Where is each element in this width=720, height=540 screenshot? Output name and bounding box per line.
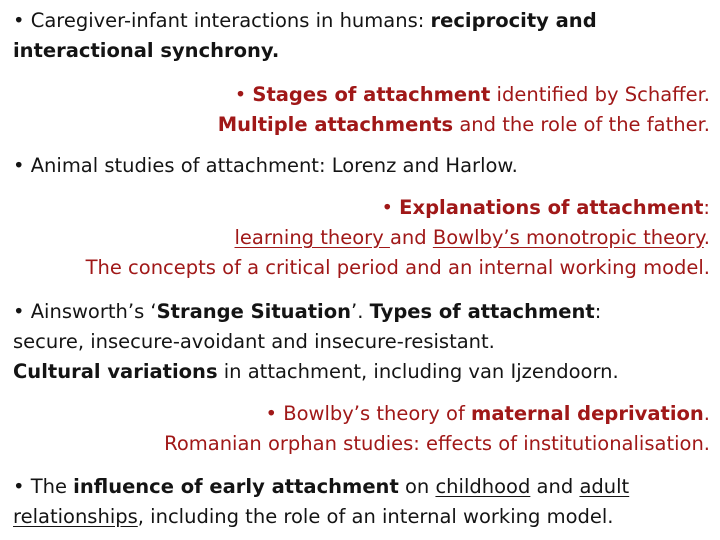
underlined-text: childhood bbox=[435, 475, 531, 498]
text-line bbox=[13, 151, 518, 181]
text-run: identified by Schaffer. bbox=[490, 83, 710, 106]
text-run: Romanian orphan studies: effects of institutionalisation. bbox=[164, 432, 710, 455]
bold-text: maternal deprivation bbox=[471, 402, 704, 425]
text-run: . bbox=[703, 226, 710, 249]
text-line bbox=[164, 429, 710, 459]
underlined-text: adult bbox=[579, 475, 630, 498]
bold-text: Types of attachment bbox=[369, 300, 595, 323]
text-run: , including the role of an internal working model. bbox=[137, 505, 614, 528]
bold-text: Multiple attachments bbox=[217, 113, 454, 136]
text-run: . bbox=[703, 402, 710, 425]
underlined-text: Bowlby’s monotropic theory bbox=[432, 226, 704, 249]
bold-text: Stages of attachment bbox=[252, 83, 491, 106]
topic-maternal-deprivation bbox=[164, 399, 710, 459]
text-run: The concepts of a critical period and an internal working model. bbox=[85, 256, 710, 279]
text-run: • Caregiver-infant interactions in humans: bbox=[13, 9, 431, 32]
text-run: • Animal studies of attachment: Lorenz and Harlow. bbox=[13, 154, 518, 177]
text-line bbox=[13, 297, 619, 327]
topic-stages-of-attachment bbox=[218, 80, 710, 140]
bold-text: influence of early attachment bbox=[73, 475, 399, 498]
topic-strange-situation bbox=[13, 297, 619, 387]
text-line bbox=[13, 472, 629, 502]
text-line bbox=[218, 80, 710, 110]
text-line bbox=[13, 327, 619, 357]
text-run: ’. bbox=[351, 300, 370, 323]
text-line bbox=[86, 193, 710, 223]
bold-text: reciprocity and bbox=[430, 9, 597, 32]
text-run: on bbox=[398, 475, 436, 498]
text-run: in attachment, including van Ijzendoorn. bbox=[217, 360, 619, 383]
text-line bbox=[13, 6, 597, 36]
bold-text: Explanations of attachment bbox=[399, 196, 704, 219]
text-line bbox=[13, 357, 619, 387]
text-run: • bbox=[381, 196, 400, 219]
text-run: • Bowlby’s theory of bbox=[265, 402, 472, 425]
text-line bbox=[86, 223, 710, 253]
text-run: and the role of the father. bbox=[453, 113, 710, 136]
topic-explanations-of-attachment bbox=[86, 193, 710, 283]
text-run: : bbox=[594, 300, 602, 323]
text-run: and bbox=[389, 226, 433, 249]
text-line bbox=[218, 110, 710, 140]
bold-text: interactional synchrony. bbox=[13, 39, 280, 62]
text-run: : bbox=[703, 196, 710, 219]
text-line bbox=[164, 399, 710, 429]
text-run: secure, insecure-avoidant and insecure-resistant. bbox=[13, 330, 495, 353]
text-run: • bbox=[234, 83, 253, 106]
text-line bbox=[13, 502, 629, 532]
bold-text: Cultural variations bbox=[13, 360, 218, 383]
text-line bbox=[13, 36, 597, 66]
bold-text: Strange Situation bbox=[156, 300, 352, 323]
text-line bbox=[86, 253, 710, 283]
topic-influence-of-early-attachment bbox=[13, 472, 629, 532]
text-run: • Ainsworth’s ‘ bbox=[13, 300, 157, 323]
topic-caregiver-infant-interactions bbox=[13, 6, 597, 66]
text-run: • The bbox=[13, 475, 74, 498]
underlined-text: relationships bbox=[13, 505, 138, 528]
topic-animal-studies bbox=[13, 151, 518, 181]
text-run: and bbox=[530, 475, 580, 498]
underlined-text: learning theory bbox=[234, 226, 390, 249]
